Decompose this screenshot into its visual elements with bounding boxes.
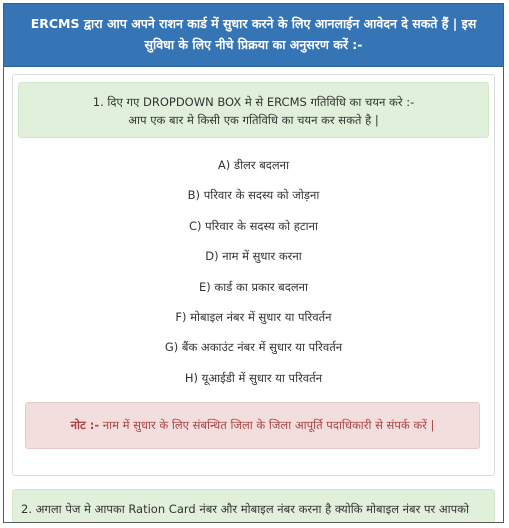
option-f-mobile-number: F) मोबाइल नंबर में सुधार या परिवर्तन xyxy=(175,309,332,324)
option-g-bank-account: G) बैंक अकाउंट नंबर में सुधार या परिवर्तन xyxy=(164,340,343,355)
option-a-change-dealer: A) डीलर बदलना xyxy=(217,158,290,172)
step-1-title: 1. दिए गए DROPDOWN BOX मे से ERCMS गतिविधि का चयन करे :- xyxy=(92,95,415,109)
note-text: नाम में सुधार के लिए संबन्धित जिला के जिला आपूर्ति पदाधिकारी से संपर्क करें | xyxy=(99,418,435,432)
header-line-1: ERCMS द्वारा आप अपने राशन कार्ड में सुधार करने के लिए आनलाईन आवेदन दे सकते हैं | इस xyxy=(30,16,477,31)
screenshot-frame xyxy=(3,3,504,523)
step-2-text: 2. अगला पेज मे आपका Ration Card नंबर और मोबाइल नंबर करना है क्योकि मोबाइल नंबर पर आपको xyxy=(21,502,469,516)
header-line-2: सुविधा के लिए नीचे प्रिक्रया का अनुसरण करें :- xyxy=(144,37,363,52)
step-1-subtitle: आप एक बार मे किसी एक गतिविधि का चयन कर सकते है | xyxy=(128,113,379,127)
step-1-box xyxy=(18,82,489,138)
option-h-uid: H) यूआईडी में सुधार या परिवर्तन xyxy=(184,370,323,385)
instructions-panel xyxy=(12,74,495,476)
note-alert xyxy=(25,402,480,449)
option-b-add-member: B) परिवार के सदस्य को जोड़ना xyxy=(187,188,320,203)
step-2-box xyxy=(12,489,495,523)
option-e-change-card-type: E) कार्ड का प्रकार बदलना xyxy=(198,279,309,294)
note-label: नोट :- xyxy=(70,418,100,432)
option-c-remove-member: C) परिवार के सदस्य को हटाना xyxy=(189,218,318,233)
activity-options-list xyxy=(13,154,494,397)
page-header xyxy=(4,4,503,67)
option-d-name-correction: D) नाम में सुधार करना xyxy=(205,249,302,264)
